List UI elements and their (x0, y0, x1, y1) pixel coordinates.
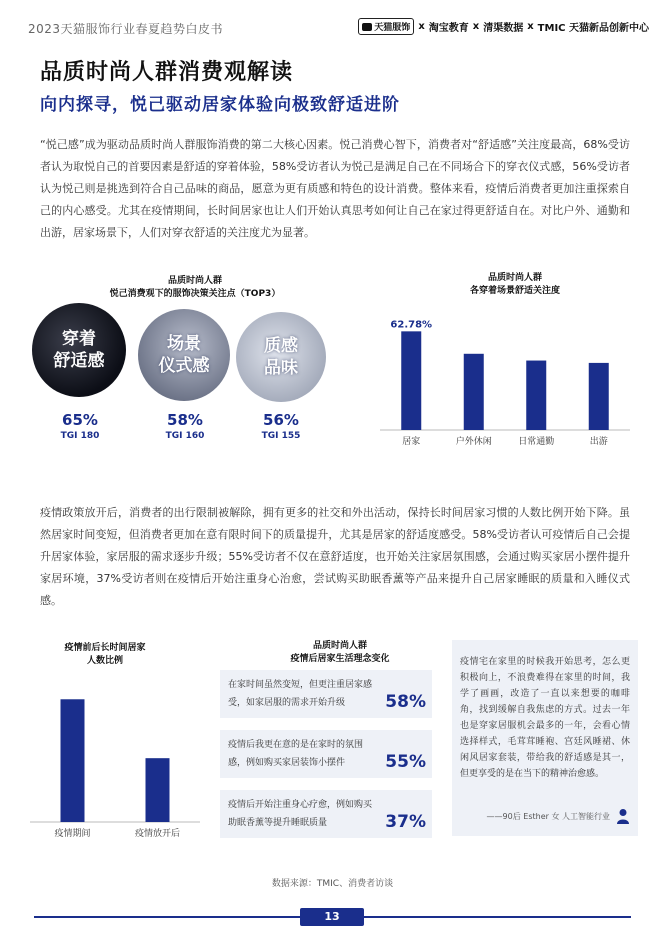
bar (464, 354, 484, 430)
concept-stat-text: 疫情后我更在意的是在家时的氛围感，例如购买家居装饰小摆件 (228, 740, 364, 768)
page-subtitle: 向内探寻，悦己驱动居家体验向极致舒适进阶 (40, 95, 400, 115)
partner-logos: 天猫服饰 x 淘宝教育 x 清渠数据 x TMIC 天猫新品创新中心 (358, 18, 649, 35)
category-label: 居家 (402, 437, 421, 447)
tmall-cat-icon (362, 23, 372, 31)
quote-text: 疫情宅在家里的时候我开始思考，怎么更积极向上，不浪费难得在家里的时间，我学了画画，改造了一直以来想要的咖啡角，找到缓解自我焦虑的方式。过去一年也是穿家居服机会最多的一年，会看心情选择样式，毛茸茸睡袍、宫廷风睡裙、休闲风居家套装，带给我的舒适感是其一，但更享受的是在当下的精神治愈感。 (460, 657, 630, 779)
focus-circle-ritual: 场景 仪式感 (138, 309, 230, 401)
page-title: 品质时尚人群消费观解读 (40, 60, 294, 85)
intro-paragraph: “悦己感”成为驱动品质时尚人群服饰消费的第二大核心因素。悦己消费心智下，消费者对“舒适感”关注度最高，68%受访者认为取悦自己的首要因素是舒适的穿着体验，58%受访者认为悦己是满足自己在不同场合下的穿衣仪式感，56%受访者认为悦己则是挑选到符合自己品味的商品，愿意为更有质感和特色的设计消费。整体来看，疫情后消费者更加注重探索自己的内心感受。尤其在疫情期间，长时间居家也让人们开始认真思考如何让自己在家过得更舒适自在。对比户外、通勤和出游，居家场景下，人们对穿衣舒适的关注度尤为显著。 (40, 138, 630, 239)
bar (526, 361, 546, 430)
focus-pct: 58% (167, 411, 203, 429)
data-source: 数据来源：TMIC、消费者访谈 (271, 879, 394, 889)
focus-pct: 65% (62, 411, 98, 429)
scene-comfort-bar-chart (380, 318, 630, 450)
scene-chart-title: 品质时尚人群 各穿着场景舒适关注度 (469, 273, 560, 296)
bar (401, 331, 421, 430)
report-title: 2023天猫服饰行业春夏趋势白皮书 (28, 22, 224, 36)
data-label: 62.78% (390, 319, 433, 331)
category-label: 出游 (589, 437, 608, 447)
focus-circle-taste: 质感 品味 (236, 312, 326, 402)
concept-stat-text: 在家时间虽然变短，但更注重居家感受，如家居服的需求开始升级 (228, 680, 373, 708)
category-label: 疫情放开后 (134, 829, 181, 839)
page-number: 13 (300, 908, 364, 926)
focus-tgi: TGI 180 (60, 431, 100, 441)
concept-stat-text: 疫情后开始注重身心疗愈，例如购买助眠香薰等提升睡眠质量 (228, 800, 373, 828)
concept-stat-pct: 55% (385, 752, 426, 772)
concept-stat-box (220, 730, 432, 778)
focus-tgi: TGI 160 (165, 431, 205, 441)
concept-stat-pct: 37% (385, 812, 426, 832)
body-paragraph: 疫情政策放开后，消费者的出行限制被解除，拥有更多的社交和外出活动，保持长时间居家习惯的人数比例开始下降。虽然居家时间变短，但消费者更加在意有限时间下的质量提升，尤其是居家的舒适度感受。58%受访者认可疫情后自己会提升居家体验，家居服的需求逐步升级；55%受访者不仅在意舒适度，也开始关注家居氛围感，会通过购买家居小摆件提升家居环境，37%受访者则在疫情后开始注重身心治愈，尝试购买助眠香薰等产品来提升自己居家睡眠的质量和入睡仪式感。 (40, 506, 630, 607)
focus-tgi: TGI 155 (261, 431, 301, 441)
person-icon (616, 808, 630, 824)
bar (589, 363, 609, 430)
concept-stat-box (220, 670, 432, 718)
partner-logo-taobao-edu: 淘宝教育 (428, 23, 469, 34)
focus-chart-title: 品质时尚人群 悦己消费观下的服饰决策关注点（TOP3） (109, 276, 281, 299)
consumer-quote-box (452, 640, 638, 836)
category-label: 日常通勤 (518, 437, 555, 447)
partner-logo-qingqu: 清渠数据 (483, 23, 524, 34)
quote-author: ——90后 Esther 女 人工智能行业 (486, 812, 610, 821)
category-label: 疫情期间 (54, 829, 91, 839)
bar (61, 699, 85, 822)
concept-stat-box (220, 790, 432, 838)
concept-stat-pct: 58% (385, 692, 426, 712)
partner-logo-tmic: TMIC 天猫新品创新中心 (537, 23, 649, 34)
focus-pct: 56% (263, 411, 299, 429)
bar (146, 758, 170, 822)
partner-logo-tmall-apparel: 天猫服饰 (358, 18, 414, 35)
home-time-chart-title: 疫情前后长时间居家 人数比例 (64, 643, 146, 666)
home-concept-title: 品质时尚人群 疫情后居家生活理念变化 (290, 641, 390, 664)
focus-circle-comfort: 穿着 舒适感 (32, 303, 126, 397)
home-time-bar-chart (30, 672, 200, 839)
category-label: 户外休闲 (455, 437, 492, 447)
